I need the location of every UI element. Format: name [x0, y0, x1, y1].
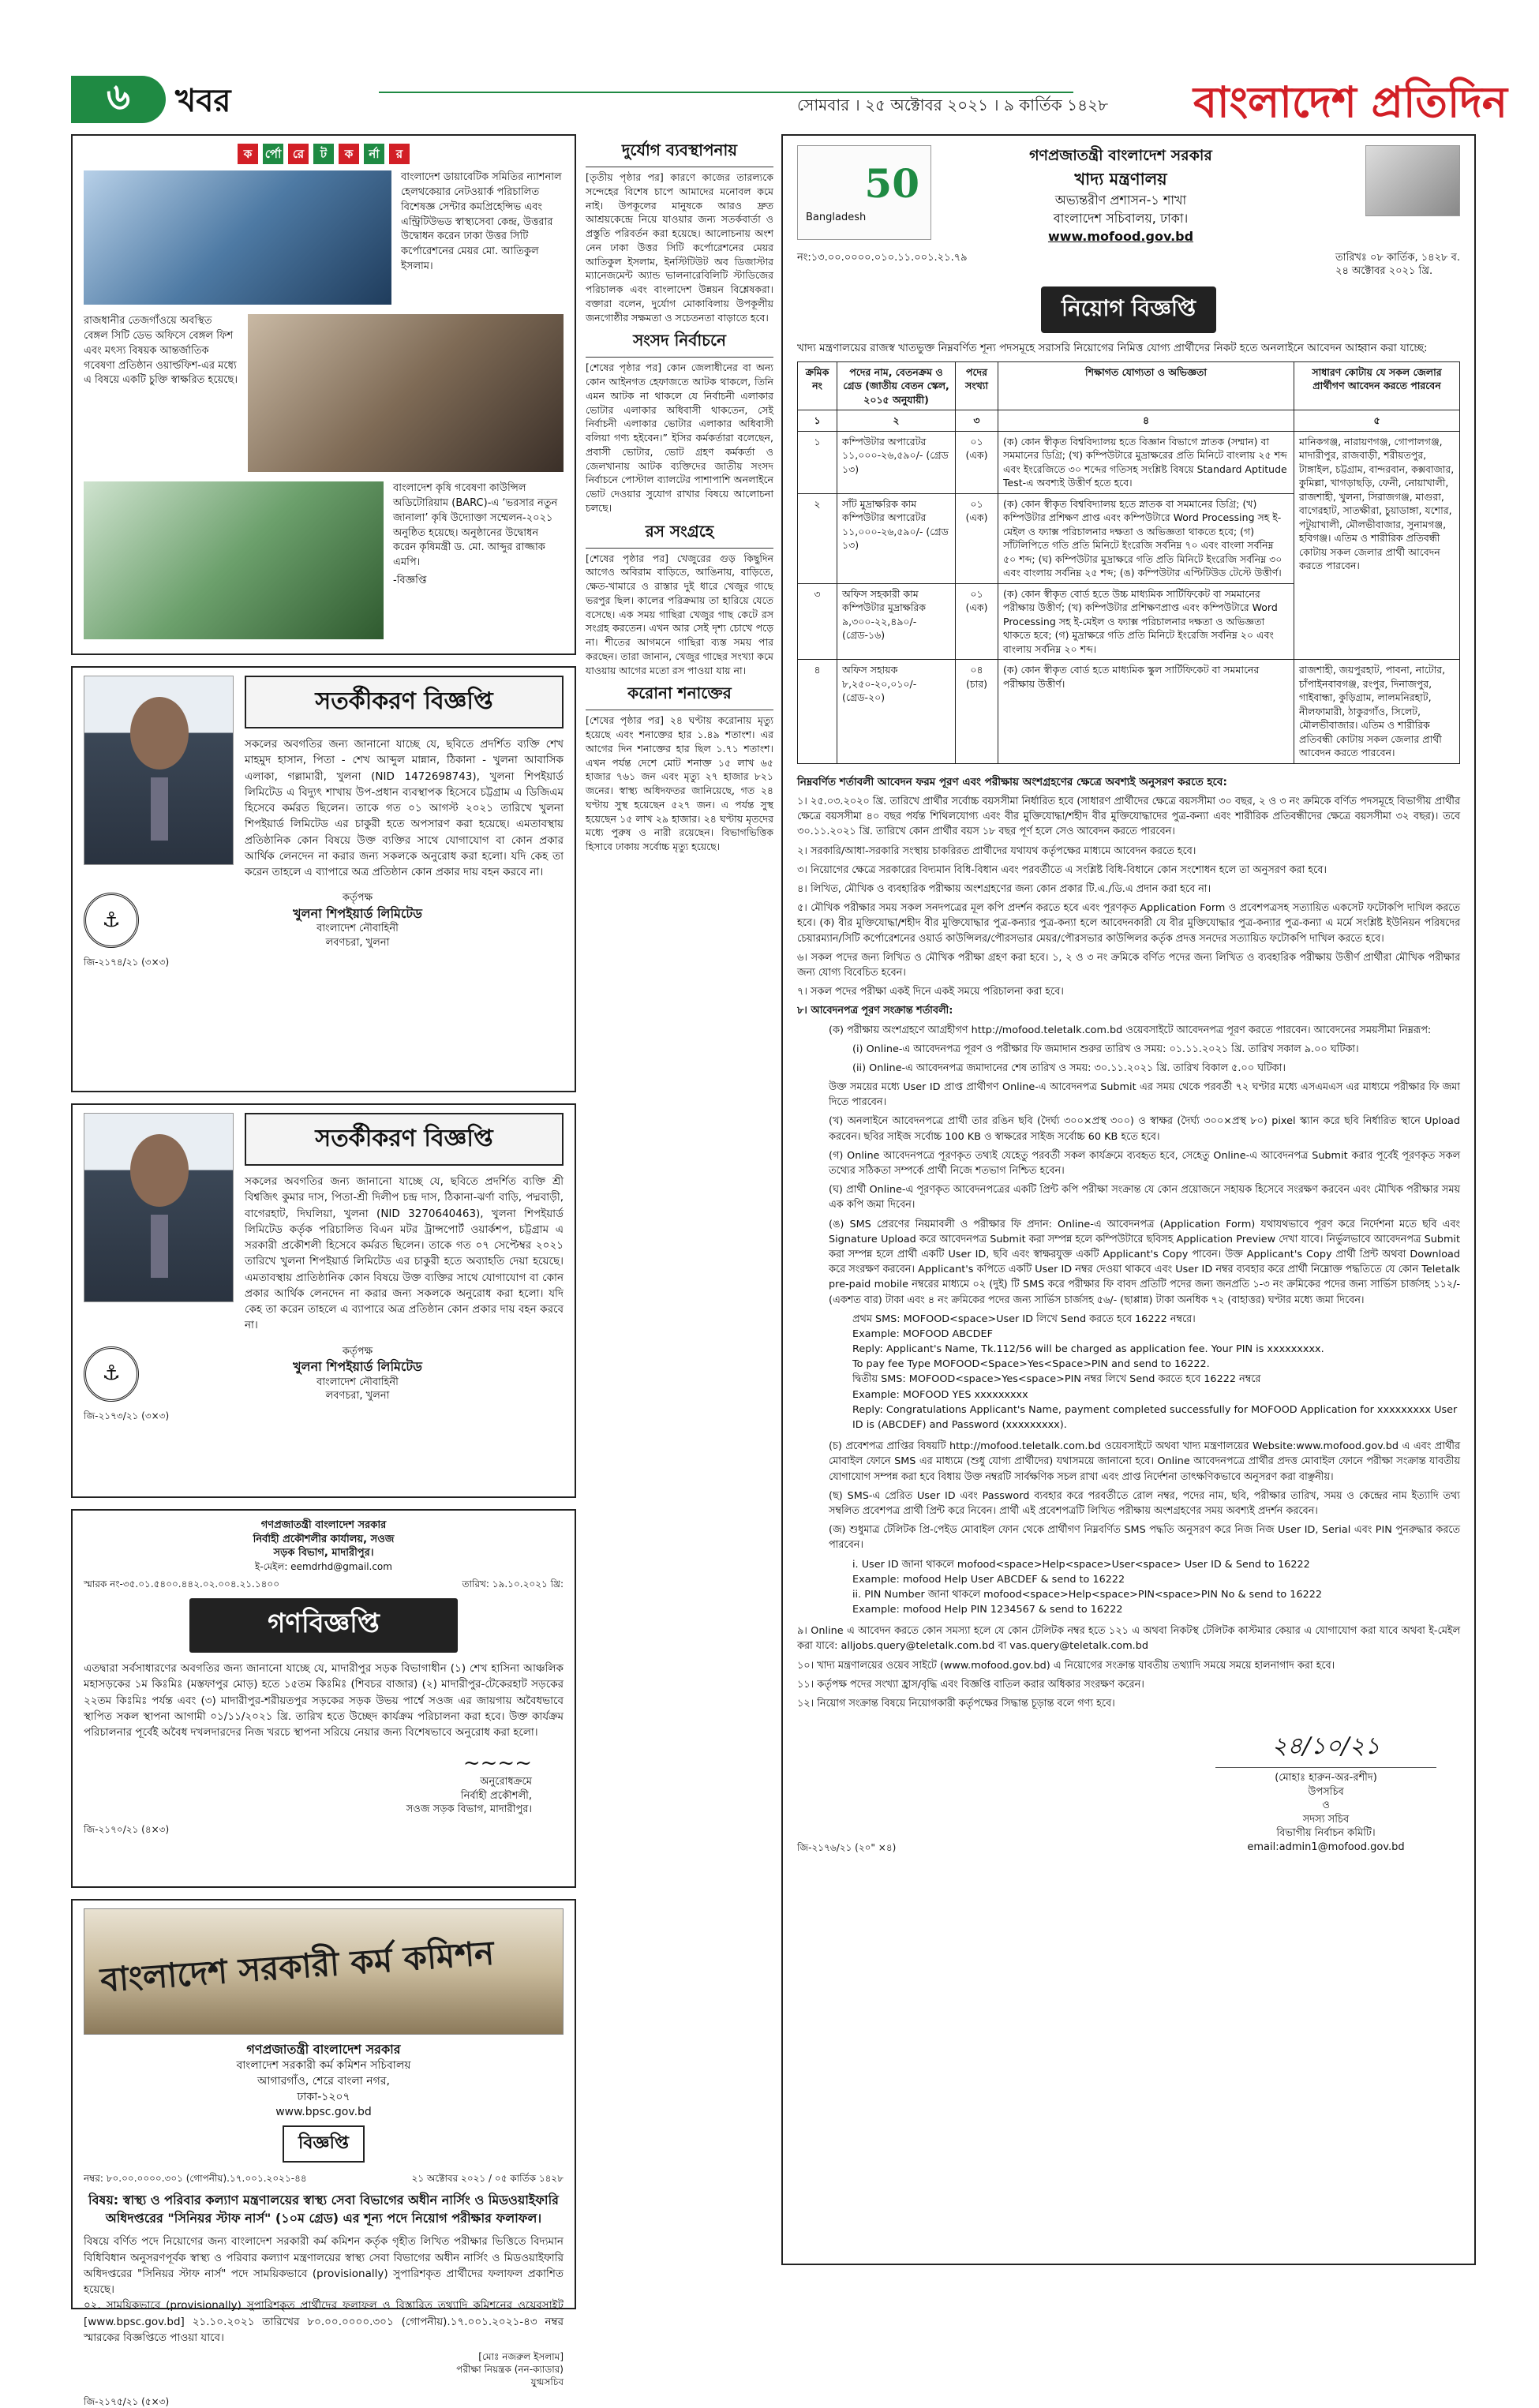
notice-text: সকলের অবগতির জন্য জানানো যাচ্ছে যে, ছবিতে প্রদর্শিত ব্যক্তি শেখ মাহমুদ হাসান, পিতা - শেখ আব্দুল মান্নান, ঠিকানা - খুলনা আবাসিক এলাকা, গল্লামারী, খুলনা (NID 1472698743), খুলনা শিপইয়ার্ড লিমিটেড এ বিদ্যুৎ শাখায় উপ-প্রধান ব্যবস্থাপক হিসেবে চট্টগ্রাম এ ডিজিএম হিসেবে কর্মরত ছিলেন। তাকে গত ০১ আগস্ট ২০২১ তারিখে খুলনা শিপইয়ার্ড লিমিটেড এর চাকুরী হতে অপসারণ করা হয়েছে। এমতাবস্থায় প্রতিষ্ঠানিক কোন বিষয়ে উক্ত ব্যক্তির সাথে যোগাযোগ বা কোন প্রকার আর্থিক লেনদেন না করার জন্য সকলকে অনুরোধ করা হলো। যদি কেহ তা করেন তাহলে এ ব্যাপারে অত্র প্রতিষ্ঠান কোন প্রকার দায় বহন করবে না। [245, 738, 564, 878]
signature-area [797, 1727, 1460, 1854]
shipyard-logo-icon: ⚓ [84, 893, 139, 948]
memo-number: নং:১৩.০০.০০০০.০১০.১১.০০১.২১.৭৯ [797, 251, 968, 264]
title-letter: র্না [364, 144, 384, 164]
secretariat-name: বাংলাদেশ সচিবালয়, ঢাকা। [1053, 211, 1189, 227]
golden-jubilee-logo-icon [797, 145, 931, 240]
column-number: ২ [837, 410, 956, 432]
sms-line: Reply: Congratulations Applicant's Name, payment completed successfully for MOFOOD Application for xxxxxxxxx User ID is (ABCDEF) and Password (xxxxxxxxx). [852, 1403, 1458, 1432]
title-letter: ক [238, 144, 258, 164]
cell-serial: ৪ [798, 660, 837, 764]
cell-districts: মানিকগঞ্জ, নারায়ণগঞ্জ, গোপালগঞ্জ, মাদারীপুর, রাজবাড়ী, শরীয়তপুর, টাঙ্গাইল, চট্টগ্রাম, বান্দরবান, কক্সবাজার, কুমিল্লা, খাগড়াছড়ি, ফেনী, নোয়াখালী, রাজশাহী, খুলনা, সিরাজগঞ্জ, মাগুরা, বাগেরহাট, সাতক্ষীরা, চুয়াডাঙ্গা, যশোর, পটুয়াখালী, মৌলভীবাজার, সুনামগঞ্জ, হবিগঞ্জ। এতিম ও শারীরিক প্রতিবন্ধী কোটায় সকল জেলার প্রার্থী আবেদন করতে পারবেন। [1294, 431, 1460, 660]
organization-place: লবণচরা, খুলনা [325, 936, 390, 949]
recovery-line: ii. PIN Number জানা থাকলে mofood<space>Help<space>PIN<space>PIN No & send to 16222 [852, 1588, 1323, 1601]
signer-title: উপসচিব [1308, 1785, 1344, 1798]
condition-item: (খ) অনলাইনে আবেদনপত্রে প্রার্থী তার রঙিন ছবি (দৈর্ঘ্য ৩০০×প্রস্থ ৩০০) ও স্বাক্ষর (দৈর্ঘ্য ৩০০×প্রস্থ ৮০) pixel স্ক্যান করে ছবি নির্ধারিত স্থানে Upload করবেন। ছবির সাইজ সর্বোচ্চ 100 KB ও স্বাক্ষরের সাইজ সর্বোচ্চ 60 KB হতে হবে। [829, 1115, 1460, 1143]
sms-line: দ্বিতীয় SMS: MOFOOD<space>Yes<space>PIN নম্বর লিখে Send করতে হবে 16222 নম্বরে [852, 1373, 1261, 1386]
title-letter: র্পো [263, 144, 283, 164]
notice-lead: খাদ্য মন্ত্রণালয়ের রাজস্ব খাতভুক্ত নিম্নবর্ণিত শূন্য পদসমূহে সরাসরি নিয়োগের নিমিত্ত যোগ্য প্রার্থীদের নিকট হতে অনলাইনে আবেদন আহ্বান করা যাচ্ছে: [797, 341, 1428, 354]
signer-title-2: সদস্য সচিব [1302, 1813, 1350, 1826]
notice-title: সতর্কীকরণ বিজ্ঞপ্তি [245, 676, 564, 728]
condition-item: ১২। নিয়োগ সংক্রান্ত বিষয়ে নিয়োগকারী কর্তৃপক্ষের সিদ্ধান্ত চূড়ান্ত বলে গণ্য হবে। [797, 1698, 1115, 1710]
news-item-worldfish [84, 314, 564, 472]
psc-notice: বাংলাদেশ সরকারী কর্ম কমিশন গণপ্রজাতন্ত্রী বাংলাদেশ সরকার বাংলাদেশ সরকারী কর্ম কমিশন সচিবালয় আগারগাঁও, শেরে বাংলা নগর, ঢাকা-১২০৭ www.bpsc.gov.bd বিজ্ঞপ্তি নম্বর: ৮০.০০.০০০০.৩০১ (গোপনীয়).১৭.০০১.২০২১-৪৪ ২১ অক্টোবর ২০২১ / ০৫ কার্তিক ১৪২৮ বিষয়: স্বাস্থ্য ও পরিবার কল্যাণ মন্ত্রণালয়ের স্বাস্থ্য সেবা বিভাগের অধীন নার্সিং ও মিডওয়াইফারি অধিদপ্তরের "সিনিয়র স্টাফ নার্স" (১০ম গ্রেড) এর শূন্য পদে নিয়োগ পরীক্ষার ফলাফল। বিষয়ে বর্ণিত পদে নিয়োগের জন্য বাংলাদেশ সরকারী কর্ম কমিশন কর্তৃক গৃহীত লিখিত পরীক্ষার ভিত্তিতে বিদ্যমান বিধিবিধান অনুসরণপূর্বক স্বাস্থ্য ও পরিবার কল্যাণ মন্ত্রণালয়ের স্বাস্থ্য সেবা বিভাগের অধীন নার্সিং ও মিডওয়াইফারি অধিদপ্তরের "সিনিয়র স্টাফ নার্স" পদে সাময়িকভাবে (provisionally) সুপারিশকৃত প্রার্থীদের ফলাফল প্রকাশিত হয়েছে। ০২. সাময়িকভাবে (provisionally) সুপারিশকৃত প্রার্থীদের ফলাফল ও বিস্তারিত তথ্যাদি কমিশনের ওয়েবসাইট [www.bpsc.gov.bd] ২১.১০.২০২১ তারিখের ৮০.০০.০০০০.৩০১ (গোপনীয়).১৭.০০১.২০২১-৪৩ নম্বর স্মারকের বিজ্ঞপ্তিতে পাওয়া যাবে। [মোঃ নজরুল ইসলাম] পরীক্ষা নিয়ন্ত্রক (নন-ক্যাডার) যুগ্মসচিব জি-২১৭৫/২১ (৫×৩) [71, 1899, 576, 2309]
notice-banner: বিজ্ঞপ্তি [283, 2125, 365, 2163]
condition-item: (i) Online-এ আবেদনপত্র পূরণ ও পরীক্ষার ফি জমাদান শুরুর তারিখ ও সময়: ০১.১১.২০২১ খ্রি. তারিখ সকাল ৯.০০ ঘটিকা। [852, 1043, 1359, 1055]
conditions-heading: নিম্নবর্ণিত শর্তাবলী আবেদন ফরম পূরণ এবং পরীক্ষায় অংশগ্রহণের ক্ষেত্রে অবশ্যই অনুসরণ করতে হবে: [797, 775, 1227, 788]
sms-line: Example: MOFOOD ABCDEF [852, 1328, 993, 1340]
condition-item: ৫। মৌখিক পরীক্ষার সময় সকল সনদপত্রের মূল কপি প্রদর্শন করতে হবে এবং পূরণকৃত Application Form ও প্রবেশপত্রসহ সত্যায়িত একসেট ফটোকপি দাখিল করতে হবে। (ক) বীর মুক্তিযোদ্ধা/শহীদ বীর মুক্তিযোদ্ধার পুত্র-কন্যার পুত্র-কন্যা হলে আবেদনকারী যে বীর মুক্তিযোদ্ধার পুত্র-কন্যার পুত্র-কন্যা এ মর্মে সংশ্লিষ্ট ইউনিয়ন পরিষদের চেয়ারম্যান/সিটি কর্পোরেশনের ওয়ার্ড কাউন্সিলর/পৌরসভার মেয়র/পৌরসভার কাউন্সিলর কর্তৃক প্রদত্ত সনদের সত্যায়িত ফটোকপি দাখিল করতে হবে। [797, 902, 1460, 945]
condition-item: ৬। সকল পদের জন্য লিখিত ও মৌখিক পরীক্ষা গ্রহণ করা হবে। ১, ২ ও ৩ নং ক্রমিকে বর্ণিত পদের জন্য লিখিত ও ব্যবহারিক পরীক্ষায় উত্তীর্ণ প্রার্থীরা মৌখিক পরীক্ষার জন্য যোগ্য বিবেচিত হবেন। [797, 951, 1460, 979]
table-header: শিক্ষাগত যোগ্যতা ও অভিজ্ঞতা [998, 361, 1294, 410]
news-paragraph: [শেষের পৃষ্ঠার পর] কোন জেলাধীনের বা অন্য কোন আইনগত হেফাজতে আটক থাকলে, তিনি এমন আটক না থাকলে যে নির্বাচনী এলাকার ভোটার এলাকার অধিবাসী থাকতেন, সেই নির্বাচনী এলাকার ভোটার এলাকার অধিবাসী বলিয়া গণ্য হইবেন।” ইসির কর্মকর্তারা বলেছেন, প্রবাসী ভোটার, ভোট গ্রহণ কর্মকর্তা ও জেলখানায় আটক ব্যক্তিদের জাতীয় সংসদ নির্বাচনে পোস্টাল ব্যালটের পাশাপাশি অনলাইনে ভোট দেওয়ার সুযোগ রাখার বিষয়ে আলোচনা চলছে। [586, 361, 773, 514]
cell-districts: রাজশাহী, জয়পুরহাট, পাবনা, নাটোর, চাঁপাইনবাবগঞ্জ, রংপুর, দিনাজপুর, গাইবান্ধা, কুড়িগ্রাম, লালমনিরহাট, নীলফামারী, ঠাকুরগাঁও, সিলেট, মৌলভীবাজার। এতিম ও শারীরিক প্রতিবন্ধী কোটায় সকল জেলার প্রার্থী আবেদন করতে পারবেন। [1294, 660, 1460, 764]
sms-instructions [852, 1312, 1460, 1433]
news-byline: -বিজ্ঞপ্তি [393, 575, 427, 587]
caution-notice-1 [71, 666, 576, 1092]
news-item-text: রাজধানীর তেজগাঁওয়ে অবস্থিত বেঙ্গল সিটি ডেভ অফিসে বেঙ্গল ফিশ এবং মৎস্য বিষয়ক আন্তর্জাতিক গবেষণা প্রতিষ্ঠান ওয়ার্ল্ডফিশ-এর মধ্যে এ বিষয়ে একটি চুক্তি স্বাক্ষরিত হয়েছে। [84, 315, 238, 387]
cell-count: ০১ (এক) [956, 431, 998, 493]
condition-item: ৪। লিখিত, মৌখিক ও ব্যবহারিক পরীক্ষায় অংশগ্রহণের জন্য কোন প্রকার টি.এ./ডি.এ প্রদান করা হবে না। [797, 883, 1211, 896]
column-number: ৩ [956, 410, 998, 432]
recruitment-column [781, 134, 1476, 2265]
issue-date: সোমবার । ২৫ অক্টোবর ২০২১ । ৯ কার্তিক ১৪২৮ [789, 95, 1116, 116]
notice-banner: গণবিজ্ঞপ্তি [189, 1598, 458, 1653]
gov-name: গণপ্রজাতন্ত্রী বাংলাদেশ সরকার [1029, 147, 1212, 164]
public-notice-roads [71, 1509, 576, 1888]
title-letter: র [389, 144, 410, 164]
corporate-corner [71, 134, 576, 655]
condition-item: ১১। কর্তৃপক্ষ পদের সংখ্যা হ্রাস/বৃদ্ধি এবং বিজ্ঞপ্তি বাতিল করার অধিকার সংরক্ষণ করেন। [797, 1678, 1144, 1691]
news-column [586, 134, 773, 2313]
ministry-website-link[interactable]: www.mofood.gov.bd [1047, 229, 1194, 245]
ad-reference: জি-২১৭৬/২১ (২০" ×৪) [797, 1842, 897, 1854]
page-number: ৬ [71, 76, 166, 123]
notice-footer [84, 891, 564, 949]
cell-post: সাঁট মুদ্রাক্ষরিক কাম কম্পিউটার অপারেটর ১১,০০০-২৬,৫৯০/- (গ্রেড ১৩) [837, 493, 956, 583]
table-row [798, 660, 1460, 764]
gov-name: গণপ্রজাতন্ত্রী বাংলাদেশ সরকার [246, 2042, 401, 2057]
table-header: পদের নাম, বেতনক্রম ও গ্রেড (জাতীয় বেতন স্কেল, ২০১৫ অনুযায়ী) [837, 361, 956, 410]
column-number: ৫ [1294, 410, 1460, 432]
sms-line: Example: MOFOOD YES xxxxxxxxx [852, 1388, 1028, 1401]
caution-notice-2 [71, 1103, 576, 1498]
masthead [0, 0, 1539, 134]
recovery-instructions [852, 1557, 1460, 1618]
jubilee-number: 50 [864, 160, 919, 207]
ad-reference: জি-২১৭৩/২১ (৩×৩) [84, 1410, 170, 1421]
news-item-text: বাংলাদেশ কৃষি গবেষণা কাউন্সিল অডিটোরিয়াম (BARC)-এ ‘ভরসার নতুন জানালা’ কৃষি উদ্যোক্তা সম্মেলন-২০২১ অনুষ্ঠিত হয়েছে। অনুষ্ঠানের উদ্বোধন করেন কৃষিমন্ত্রী ড. মো. আব্দুর রাজ্জাক এমপি। [393, 482, 558, 569]
condition-item: (গ) Online আবেদনপত্রে পূরণকৃত তথ্যই যেহেতু পরবর্তী সকল কার্যক্রমে ব্যবহৃত হবে, সেহেতু Online-এ আবেদনপত্র Submit করার পূর্বেই পূরণকৃত সকল তথ্যের সঠিকতা সম্পর্কে প্রার্থী নিজে শতভাগ নিশ্চিত হবেন। [829, 1149, 1460, 1178]
notice-title: সতর্কীকরণ বিজ্ঞপ্তি [245, 1113, 564, 1166]
newspaper-brand[interactable]: বাংলাদেশ প্রতিদিন [1193, 77, 1507, 127]
cell-post: অফিস সহায়ক ৮,২৫০-২০,০১০/- (গ্রেড-২০) [837, 660, 956, 764]
conditions-list [797, 794, 1460, 1308]
condition-item: (ছ) SMS-এ প্রেরিত User ID এবং Password ব্যবহার করে পরবর্তীতে রোল নম্বর, পদের নাম, ছবি, পরীক্ষার তারিখ, সময় ও কেন্দ্রের নাম ইত্যাদি তথ্য সম্বলিত প্রবেশপত্র প্রার্থী প্রিন্ট করে নিবেন। প্রার্থী এই প্রবেশপত্রটি লিখিত পরীক্ষায় অংশগ্রহণের সময় অবশ্যই প্রদর্শন করবেন। [829, 1489, 1460, 1517]
recovery-line: Example: mofood Help User ABCDEF & send to 16222 [852, 1573, 1125, 1586]
cell-count: ০৪ (চার) [956, 660, 998, 764]
date-gregorian: ২৪ অক্টোবর ২০২১ খ্রি. [1335, 265, 1433, 278]
office-email: ই-মেইল: eemdrhd@gmail.com [255, 1560, 392, 1572]
signer-dept: সওজ সড়ক বিভাগ, মাদারীপুর। [406, 1803, 532, 1816]
news-photo [84, 170, 391, 305]
date-label: তারিখঃ [1335, 251, 1367, 264]
mujib-centenary-logo-icon [1365, 145, 1460, 216]
condition-item: ২। সরকারি/আধা-সরকারি সংস্থায় চাকরিরত প্রার্থীদের যথাযথ কর্তৃপক্ষের মাধ্যমে আবেদন করতে হবে। [797, 844, 1196, 857]
request-label: অনুরোধক্রমে [480, 1776, 532, 1788]
section-title: খবর [175, 82, 231, 119]
cell-qualification: (ক) কোন স্বীকৃত বিশ্ববিদ্যালয় হতে স্নাতক বা সমমানের ডিগ্রি; (খ) কম্পিউটার প্রশিক্ষণ প্রাপ্ত এবং কম্পিউটারে Word Processing সহ ই-মেইল ও ফ্যাক্স পরিচালনার দক্ষতা ও অভিজ্ঞতা থাকতে হবে; (গ) সাঁটলিপিতে গতি প্রতি মিনিটে ইংরেজি সর্বনিম্ন ৭০ এবং বাংলা সর্বনিম্ন ৫০ শব্দ; (ঘ) কম্পিউটার মুদ্রাক্ষরে গতি প্রতি মিনিটে ইংরেজি সর্বনিম্ন ৩০ এবং বাংলায় সর্বনিম্ন ২৫ শব্দ; (ঙ) কম্পিউটার এপ্টিটিউড টেস্টে উত্তীর্ণ। [998, 493, 1294, 583]
condition-item: (ক) পরীক্ষায় অংশগ্রহণে আগ্রহীগণ http://mofood.teletalk.com.bd ওয়েবসাইটে আবেদনপত্র পূরণ করতে পারবেন। আবেদনের সময়সীমা নিম্নরূপ: [829, 1024, 1432, 1036]
signer-title: পরীক্ষা নিয়ন্ত্রক (নন-ক্যাডার) [456, 2364, 564, 2376]
psc-banner-text: বাংলাদেশ সরকারী কর্ম কমিশন [99, 1933, 496, 2000]
notice-body: বিষয়ে বর্ণিত পদে নিয়োগের জন্য বাংলাদেশ সরকারী কর্ম কমিশন কর্তৃক গৃহীত লিখিত পরীক্ষার ভিত্তিতে বিদ্যমান বিধিবিধান অনুসরণপূর্বক স্বাস্থ্য ও পরিবার কল্যাণ মন্ত্রণালয়ের স্বাস্থ্য সেবা বিভাগের অধীন নার্সিং ও মিডওয়াইফারি অধিদপ্তরের "সিনিয়র স্টাফ নার্স" পদে সাময়িকভাবে (provisionally) সুপারিশকৃত প্রার্থীদের ফলাফল প্রকাশিত হয়েছে। ০২. সাময়িকভাবে (provisionally) সুপারিশকৃত প্রার্থীদের ফলাফল ও বিস্তারিত তথ্যাদি কমিশনের ওয়েবসাইট [www.bpsc.gov.bd] ২১.১০.২০২১ তারিখের ৮০.০০.০০০০.৩০১ (গোপনীয়).১৭.০০১.২০২১-৪৩ নম্বর স্মারকের বিজ্ঞপ্তিতে পাওয়া যাবে। [84, 2235, 564, 2344]
memo-date: ২১ অক্টোবর ২০২১ [411, 2172, 486, 2184]
condition-item: (ঘ) প্রার্থী Online-এ পূরণকৃত আবেদনপত্রের একটি প্রিন্ট কপি পরীক্ষা সংক্রান্ত যে কোন প্রয়োজনে সহায়ক হিসেবে সংরক্ষণ করবেন এবং মৌখিক পরীক্ষার সময় এক কপি জমা দিবেন। [829, 1184, 1460, 1211]
authority-label: কর্তৃপক্ষ [342, 1345, 373, 1358]
signature: ২৪/১০/২১ [1215, 1727, 1436, 1768]
ad-reference: জি-২১৭০/২১ (৪×৩) [84, 1823, 170, 1835]
condition-item: (চ) প্রবেশপত্র প্রাপ্তির বিষয়টি http://mofood.teletalk.com.bd ওয়েবসাইটে অথবা খাদ্য মন্ত্রণালয়ের Website:www.mofood.gov.bd এ এবং প্রার্থীর মোবাইল ফোনে SMS এর মাধ্যমে (শুধু যোগ্য প্রার্থীদের) যথাসময়ে জানানো হবে। Online আবেদনপত্রে প্রার্থীর প্রদত্ত মোবাইল ফোনে পরীক্ষা সংক্রান্ত যাবতীয় যোগাযোগ সম্পন্ন করা হবে বিধায় উক্ত নম্বরটি সার্বক্ষণিক সচল রাখা এবং প্রাপ্ত নির্দেশনা তাৎক্ষণিকভাবে অনুসরণ করা বাঞ্ছনীয়। [829, 1440, 1460, 1483]
cell-post: অফিস সহকারী কাম কম্পিউটার মুদ্রাক্ষরিক ৯,৩০০-২২,৪৯০/- (গ্রেড-১৬) [837, 583, 956, 660]
news-paragraph: [শেষের পৃষ্ঠার পর] ২৪ ঘণ্টায় করোনায় মৃত্যু হয়েছে এবং শনাক্তের হার ১.৪৯ শতাংশ। এর আগের দিন শনাক্তের হার ছিল ১.৭১ শতাংশ। এখন পর্যন্ত দেশে মোট শনাক্ত ১৫ লাখ ৬৫ হাজার ৭৬১ জন এবং মৃত্যু ২৭ হাজার ৮২১ জনের। স্বাস্থ্য অধিদফতর জানিয়েছে, গত ২৪ ঘণ্টায় সুস্থ হয়েছেন ৫২৭ জন। এ পর্যন্ত সুস্থ হয়েছেন ১৫ লাখ ২৯ হাজার। ২৪ ঘণ্টায় মৃতদের মধ্যে পুরুষ ও নারী রয়েছেন। বিভাগভিত্তিক হিসাবে ঢাকায় সর্বোচ্চ মৃত্যু হয়েছে। [586, 714, 773, 852]
news-headline: করোনা শনাক্তের [586, 682, 773, 710]
cell-qualification: (ক) কোন স্বীকৃত বোর্ড হতে মাধ্যমিক স্কুল সার্টিফিকেট বা সমমানের পরীক্ষায় উত্তীর্ণ। [998, 660, 1294, 764]
news-photo [84, 481, 384, 639]
office-name: নির্বাহী প্রকৌশলীর কার্যালয়, সওজ [253, 1533, 395, 1545]
notice-subject: বিষয়: স্বাস্থ্য ও পরিবার কল্যাণ মন্ত্রণালয়ের স্বাস্থ্য সেবা বিভাগের অধীন নার্সিং ও মিডওয়াইফারি অধিদপ্তরের "সিনিয়র স্টাফ নার্স" (১০ম গ্রেড) এর শূন্য পদে নিয়োগ পরীক্ষার ফলাফল। [88, 2192, 559, 2226]
psc-building-photo [84, 1908, 564, 2035]
memo-date-bn: ০৫ কার্তিক ১৪২৮ [494, 2172, 564, 2184]
vacancy-table [797, 361, 1460, 764]
jubilee-caption: Bangladesh [806, 212, 867, 224]
news-item-barc [84, 481, 564, 639]
person-photo [84, 1113, 234, 1302]
ministry-name: খাদ্য মন্ত্রণালয় [1074, 169, 1167, 189]
recovery-line: i. User ID জানা থাকলে mofood<space>Help<space>User<space> User ID & Send to 16222 [852, 1558, 1310, 1571]
condition-item: (ii) Online-এ আবেদনপত্র জমাদানের শেষ তারিখ ও সময়: ৩০.১১.২০২১ খ্রি. তারিখ বিকাল ৫.০০ ঘটিকা। [852, 1062, 1286, 1074]
condition-item: ১০। খাদ্য মন্ত্রণালয়ের ওয়েব সাইটে (www.mofood.gov.bd) এ নিয়োগের সংক্রান্ত যাবতীয় তথ্যাদি সময়ে সময়ে হালনাগাদ করা হবে। [797, 1659, 1335, 1672]
ad-reference: জি-২১৭৫/২১ (৫×৩) [84, 2395, 170, 2407]
news-headline: রস সংগ্রহে [586, 520, 773, 549]
cell-qualification: (ক) কোন স্বীকৃত বিশ্ববিদ্যালয় হতে বিজ্ঞান বিভাগে স্নাতক (সম্মান) বা সমমানের ডিগ্রি; (খ) কম্পিউটারে মুদ্রাক্ষরের প্রতি মিনিটে বাংলায় ২৫ শব্দ এবং ইংরেজিতে ৩০ শব্দের গতিসহ সংশ্লিষ্ট বিষয়ে Standard Aptitude Test-এ অবশ্যই উত্তীর্ণ হতে হবে। [998, 431, 1294, 493]
signer-name: [মোঃ নজরুল ইসলাম] [478, 2351, 564, 2363]
date-bangla: ০৮ কার্তিক, ১৪২৮ ব. [1370, 251, 1460, 264]
column-number: ১ [798, 410, 837, 432]
news-photo [248, 314, 564, 472]
news-paragraph: [তৃতীয় পৃষ্ঠার পর] কারণে কাজের তারল্যকে সন্দেহের বিশেষ চাপে আমাদের মনোবল কমে নাই। উপকূলের মানুষকে আরও দ্রুত আশ্রয়কেন্দ্রে নিয়ে যাওয়ার জন্য সতর্কবার্তা ও প্রস্তুতি পরিবর্তন করা হয়েছে। আলোচনায় অংশ নেন ঢাকা উত্তর সিটি কর্পোরেশনের মেয়র আতিকুল ইসলাম, ইনস্টিটিউট অব ডিজাস্টার ম্যানেজমেন্ট অ্যান্ড ভালনারেবিলিটি স্টাডিজের পরিচালক এবং বাংলাদেশ উন্নয়ন বিশ্লেষকরা। বক্তারা বলেন, দুর্যোগ মোকাবিলায় উপকূলীয় জনগোষ্ঠীর সক্ষমতা ও সচেতনতা বাড়াতে হবে। [586, 171, 773, 324]
cell-serial: ২ [798, 493, 837, 583]
condition-item: ৩। নিয়োগের ক্ষেত্রে সরকারের বিদ্যমান বিধি-বিধান এবং পরবর্তীতে এ সংশ্লিষ্ট বিধি-বিধানে কোন সংশোধন হলে তা অনুসরণ করা হবে। [797, 863, 1327, 876]
condition-item: ১। ২৫.০৩.২০২০ খ্রি. তারিখে প্রার্থীর সর্বোচ্চ বয়সসীমা নির্ধারিত হবে (সাধারণ প্রার্থীদের ক্ষেত্রে বয়সসীমা ৩০ বছর, ২ ও ৩ নং ক্রমিকে বর্ণিত পদসমূহে বিভাগীয় প্রার্থীর ক্ষেত্রে বয়সসীমা ৪০ বছর পর্যন্ত শিথিলযোগ্য এবং বীর মুক্তিযোদ্ধা/শহীদ বীর মুক্তিযোদ্ধাদের পুত্র-কন্যা এবং শারীরিক প্রতিবন্ধীদের ক্ষেত্রে বয়সসীমা ৩২ বছর)। তবে ৩০.১১.২০২১ খ্রি. তারিখে কোন প্রার্থীর বয়স ১৮ বছর পূর্ণ হলে সেও আবেদন করতে পারবেন। [797, 796, 1460, 838]
news-headline: দুর্যোগ ব্যবস্থাপনায় [586, 139, 773, 167]
conditions-list-3 [797, 1623, 1460, 1711]
table-header: পদের সংখ্যা [956, 361, 998, 410]
food-ministry-recruitment [781, 134, 1476, 2265]
gov-name: গণপ্রজাতন্ত্রী বাংলাদেশ সরকার [260, 1519, 387, 1531]
conditions-list-2 [797, 1439, 1460, 1552]
shipyard-logo-icon: ⚓ [84, 1346, 139, 1402]
news-item-diabetic [84, 170, 564, 305]
signature: ~~~~ [462, 1751, 532, 1776]
signer-conj: ও [1322, 1799, 1330, 1812]
sms-line: To pay fee Type MOFOOD<Space>Yes<Space>PIN and send to 16222. [852, 1358, 1210, 1371]
condition-item: (জ) শুধুমাত্র টেলিটক প্রি-পেইড মোবাইল ফোন থেকে প্রার্থীগণ নিম্নবর্ণিত SMS পদ্ধতি অনুসরণ করে নিজ নিজ User ID, Serial এবং PIN পুনরুদ্ধার করতে পারবেন। [829, 1524, 1460, 1552]
sms-line: Reply: Applicant's Name, Tk.112/56 will be charged as application fee. Your PIN is xxxxxxxxx. [852, 1343, 1324, 1356]
column-number: ৪ [998, 410, 1294, 432]
dept-name: সড়ক বিভাগ, মাদারীপুর। [273, 1547, 374, 1560]
org-address: আগারগাঁও, শেরে বাংলা নগর, [257, 2074, 390, 2088]
person-photo [84, 676, 234, 865]
notice-body: এতদ্বারা সর্বসাধারণের অবগতির জন্য জানানো যাচ্ছে যে, মাদারীপুর সড়ক বিভাগাধীন (১) শেখ হাসিনা আঞ্চলিক মহাসড়কের ১ম কিঃমিঃ (মস্তফাপুর মোড়) হতে ১৫তম কিঃমিঃ (শিবচর বাজার) (২) মাদারীপুর-টেকেরহাট সড়কের ২২তম কিঃমিঃ পর্যন্ত এবং (৩) মাদারীপুর-শরীয়তপুর সড়কের সড়ক উভয় পার্শ্বে সওজ এর জায়গায় অবৈধভাবে স্থাপিত সকল স্থাপনা আগামী ০১/১১/২০২১ খ্রি. তারিখ হতে উচ্ছেদ কার্যক্রম পরিচালনা করা হবে। উক্ত কার্যক্রম পরিচালনার পূর্বেই অবৈধ দখলদারদের নিজ খরচে স্থাপনা সরিয়ে নেয়ার জন্য বিশেষভাবে অনুরোধ করা হলো। [84, 1662, 564, 1740]
organization-name: খুলনা শিপইয়ার্ড লিমিটেড [293, 1359, 422, 1375]
title-letter: রে [288, 144, 309, 164]
table-header: ক্রমিক নং [798, 361, 837, 410]
organization-sub: বাংলাদেশ নৌবাহিনী [316, 1376, 399, 1388]
signer-title-3: বিভাগীয় নির্বাচন কমিটি। [1276, 1827, 1376, 1840]
cell-serial: ৩ [798, 583, 837, 660]
left-column [71, 134, 576, 2407]
cell-count: ০১ (এক) [956, 493, 998, 583]
cell-serial: ১ [798, 431, 837, 493]
cell-count: ০১ (এক) [956, 583, 998, 660]
organization-place: লবণচরা, খুলনা [325, 1390, 390, 1402]
condition-item: ৭। সকল পদের পরীক্ষা একই দিনে একই সময়ে পরিচালনা করা হবে। [797, 986, 1064, 998]
org-name: বাংলাদেশ সরকারী কর্ম কমিশন সচিবালয় [236, 2059, 411, 2073]
cell-qualification: (ক) কোন স্বীকৃত বোর্ড হতে উচ্চ মাধ্যমিক সার্টিফিকেট বা সমমানের পরীক্ষায় উত্তীর্ণ; (খ) কম্পিউটার প্রশিক্ষণপ্রাপ্ত এবং কম্পিউটারে Word Processing সহ ই-মেইল ও ফ্যাক্স পরিচালনার দক্ষতা ও অভিজ্ঞতা থাকতে হবে; (গ) মুদ্রাক্ষরে গতি প্রতি মিনিটে ইংরেজি সর্বনিম্ন ২০ এবং বাংলায় সর্বনিম্ন ২০ শব্দ। [998, 583, 1294, 660]
signer-title-2: যুগ্মসচিব [530, 2376, 564, 2388]
signer-name: (মোহাঃ হারুন-অর-রশীদ) [1275, 1772, 1377, 1784]
table-header: সাধারণ কোটায় যে সকল জেলার প্রার্থীগণ আবেদন করতে পারবেন [1294, 361, 1460, 410]
memo-number: নম্বর: ৮০.০০.০০০০.৩০১ (গোপনীয়).১৭.০০১.২০২১-৪৪ [84, 2172, 307, 2184]
org-address-2: ঢাকা-১২০৭ [297, 2090, 350, 2103]
sms-line: প্রথম SMS: MOFOOD<space>User ID লিখে Send করতে হবে 16222 নম্বরে। [852, 1313, 1196, 1325]
signer-title: নির্বাহী প্রকৌশলী, [460, 1789, 532, 1802]
table-row [798, 431, 1460, 493]
signer-email[interactable]: email:admin1@mofood.gov.bd [1247, 1841, 1405, 1853]
ad-reference: জি-২১৭৪/২১ (৩×৩) [84, 957, 170, 968]
organization-sub: বাংলাদেশ নৌবাহিনী [316, 923, 399, 935]
branch-name: অভ্যন্তরীণ প্রশাসন-১ শাখা [1054, 192, 1187, 208]
corporate-corner-title [84, 144, 564, 164]
authority-label: কর্তৃপক্ষ [342, 892, 373, 904]
memo-number: স্মারক নং-৩৫.০১.৫৪০০.৪৪২.০২.০০৪.২১.১৪০০ [84, 1578, 280, 1590]
title-letter: ট [313, 144, 334, 164]
org-website[interactable]: www.bpsc.gov.bd [275, 2106, 372, 2119]
condition-item: ৮। আবেদনপত্র পূরণ সংক্রান্ত শর্তাবলী: [797, 1005, 953, 1017]
recovery-line: Example: mofood Help PIN 1234567 & send to 16222 [852, 1604, 1123, 1616]
organization-name: খুলনা শিপইয়ার্ড লিমিটেড [293, 905, 422, 921]
cell-post: কম্পিউটার অপারেটর ১১,০০০-২৬,৫৯০/- (গ্রেড ১৩) [837, 431, 956, 493]
condition-item: (ঙ) SMS প্রেরণের নিয়মাবলী ও পরীক্ষার ফি প্রদান: Online-এ আবেদনপত্র (Application Form) যথাযথভাবে পূরণ করে নির্দেশনা মতে ছবি এবং Signature Upload করে আবেদনপত্র Submit করা সম্পন্ন হলে কম্পিউটারে ছবিসহ Application Preview দেখা যাবে। নির্ভুলভাবে আবেদনপত্র Submit করা সম্পন্ন হলে প্রার্থী একটি User ID, ছবি এবং স্বাক্ষরযুক্ত একটি Applicant's Copy পাবেন। উক্ত Applicant's Copy প্রার্থী প্রিন্ট অথবা Download করে সংরক্ষণ করবেন। Applicant's কপিতে একটি User ID নম্বর দেওয়া থাকবে এবং User ID নম্বর ব্যবহার করে প্রার্থী নিম্নোক্ত পদ্ধতিতে যে কোন Teletalk pre-paid mobile নম্বরের মাধ্যমে ০২ (দুই) টি SMS করে পরীক্ষার ফি বাবদ প্রতিটি পদের জন্য জনপ্রতি ১-৩ নং ক্রমিকের পদের জন্য সার্ভিস চার্জসহ ১১২/- (একশত বার) টাকা এবং ৪ নং ক্রমিকের পদের জন্য সার্ভিস চার্জসহ ৫৬/- (ছাপ্পান্ন) টাকা অনধিক ৭২ (বাহাত্তর) ঘণ্টার মধ্যে জমা দিবেন। [829, 1218, 1460, 1306]
news-paragraph: [শেষের পৃষ্ঠার পর] খেজুরের গুড় কিছুদিন আগেও অবিরাম বাড়িতে, আঙিনায়, বাড়িতে, ক্ষেত-খামারে ও রাস্তার দুই ধারে খেজুর গাছে ভরপুর ছিল। কালের পরিক্রমায় তা হারিয়ে যেতে বসেছে। এক সময় গাছিরা খেজুর গাছ কেটে রস সংগ্রহ করতেন। এখন আর সেই দৃশ্য চোখে পড়ে না। শীতের আগমনে গাছিরা ব্যস্ত সময় পার করছেন। তারা জানান, খেজুর গাছের সংখ্যা কমে যাওয়ায় আগের মতো রস পাওয়া যায় না। [586, 552, 773, 676]
date-rule [379, 92, 1073, 93]
news-item-text: বাংলাদেশ ডায়াবেটিক সমিতির ন্যাশনাল হেলথকেয়ার নেটওয়ার্ক পরিচালিত বিশেষজ্ঞ সেন্টার কমপ্রিহেন্সিভ এবং এন্ট্রিটিউভড স্বাস্থ্যসেবা কেন্দ্র, উত্তরার উদ্বোধন করেন ঢাকা উত্তর সিটি কর্পোরেশনের মেয়র মো. আতিকুল ইসলাম। [401, 171, 562, 273]
memo-date: তারিখ: ১৯.১০.২০২১ খ্রি: [462, 1578, 564, 1590]
notice-footer [84, 1345, 564, 1403]
notice-text: সকলের অবগতির জন্য জানানো যাচ্ছে যে, ছবিতে প্রদর্শিত ব্যক্তি শ্রী বিশ্বজিৎ কুমার দাস, পিতা-শ্রী দিলীপ চন্দ্র দাস, ঠিকানা-ঝর্ণা বাড়ি, পদ্মবাড়ী, বাগেরহাট, দিঘলিয়া, খুলনা (NID 3270640463), খুলনা শিপইয়ার্ড লিমিটেড কর্তৃক পরিচালিত বিএন মটর ট্রান্সপোর্ট ওয়ার্কশপ, চট্টগ্রাম এ সরকারী প্রকৌশলী হিসেবে কর্মরত ছিলেন। তাকে গত ০৭ সেপ্টেম্বর ২০২১ তারিখে খুলনা শিপইয়ার্ড লিমিটেড এর চাকুরী হতে অব্যাহতি দেয়া হয়েছে। এমতাবস্থায় প্রাতিষ্ঠানিক কোন বিষয়ে উক্ত ব্যক্তির সাথে যোগাযোগ বা কোন প্রকার আর্থিক লেনদেন না করার জন্য সকলকে অনুরোধ করা হলো। যদি কেহ তা করেন তাহলে এ ব্যাপারে অত্র প্রতিষ্ঠান কোন প্রকার দায় বহন করবে না। [245, 1175, 564, 1332]
title-letter: ক [339, 144, 359, 164]
notice-banner: নিয়োগ বিজ্ঞপ্তি [1041, 286, 1216, 333]
news-headline: সংসদ নির্বাচনে [586, 329, 773, 358]
condition-item: ৯। Online এ আবেদন করতে কোন সমস্যা হলে যে কোন টেলিটক নম্বর হতে ১২১ এ অথবা নিকটস্থ টেলিটক কাস্টমার কেয়ার এ যোগাযোগ করা যাবে অথবা ই-মেইল করা যাবে: alljobs.query@teletalk.com.bd বা vas.query@teletalk.com.bd [797, 1625, 1460, 1653]
condition-item: উক্ত সময়ের মধ্যে User ID প্রাপ্ত প্রার্থীগণ Online-এ আবেদনপত্র Submit এর সময় থেকে পরবর্তী ৭২ ঘণ্টার মধ্যে এসএমএস এর মাধ্যমে পরীক্ষার ফি জমা দিতে পারবেন। [829, 1081, 1460, 1109]
